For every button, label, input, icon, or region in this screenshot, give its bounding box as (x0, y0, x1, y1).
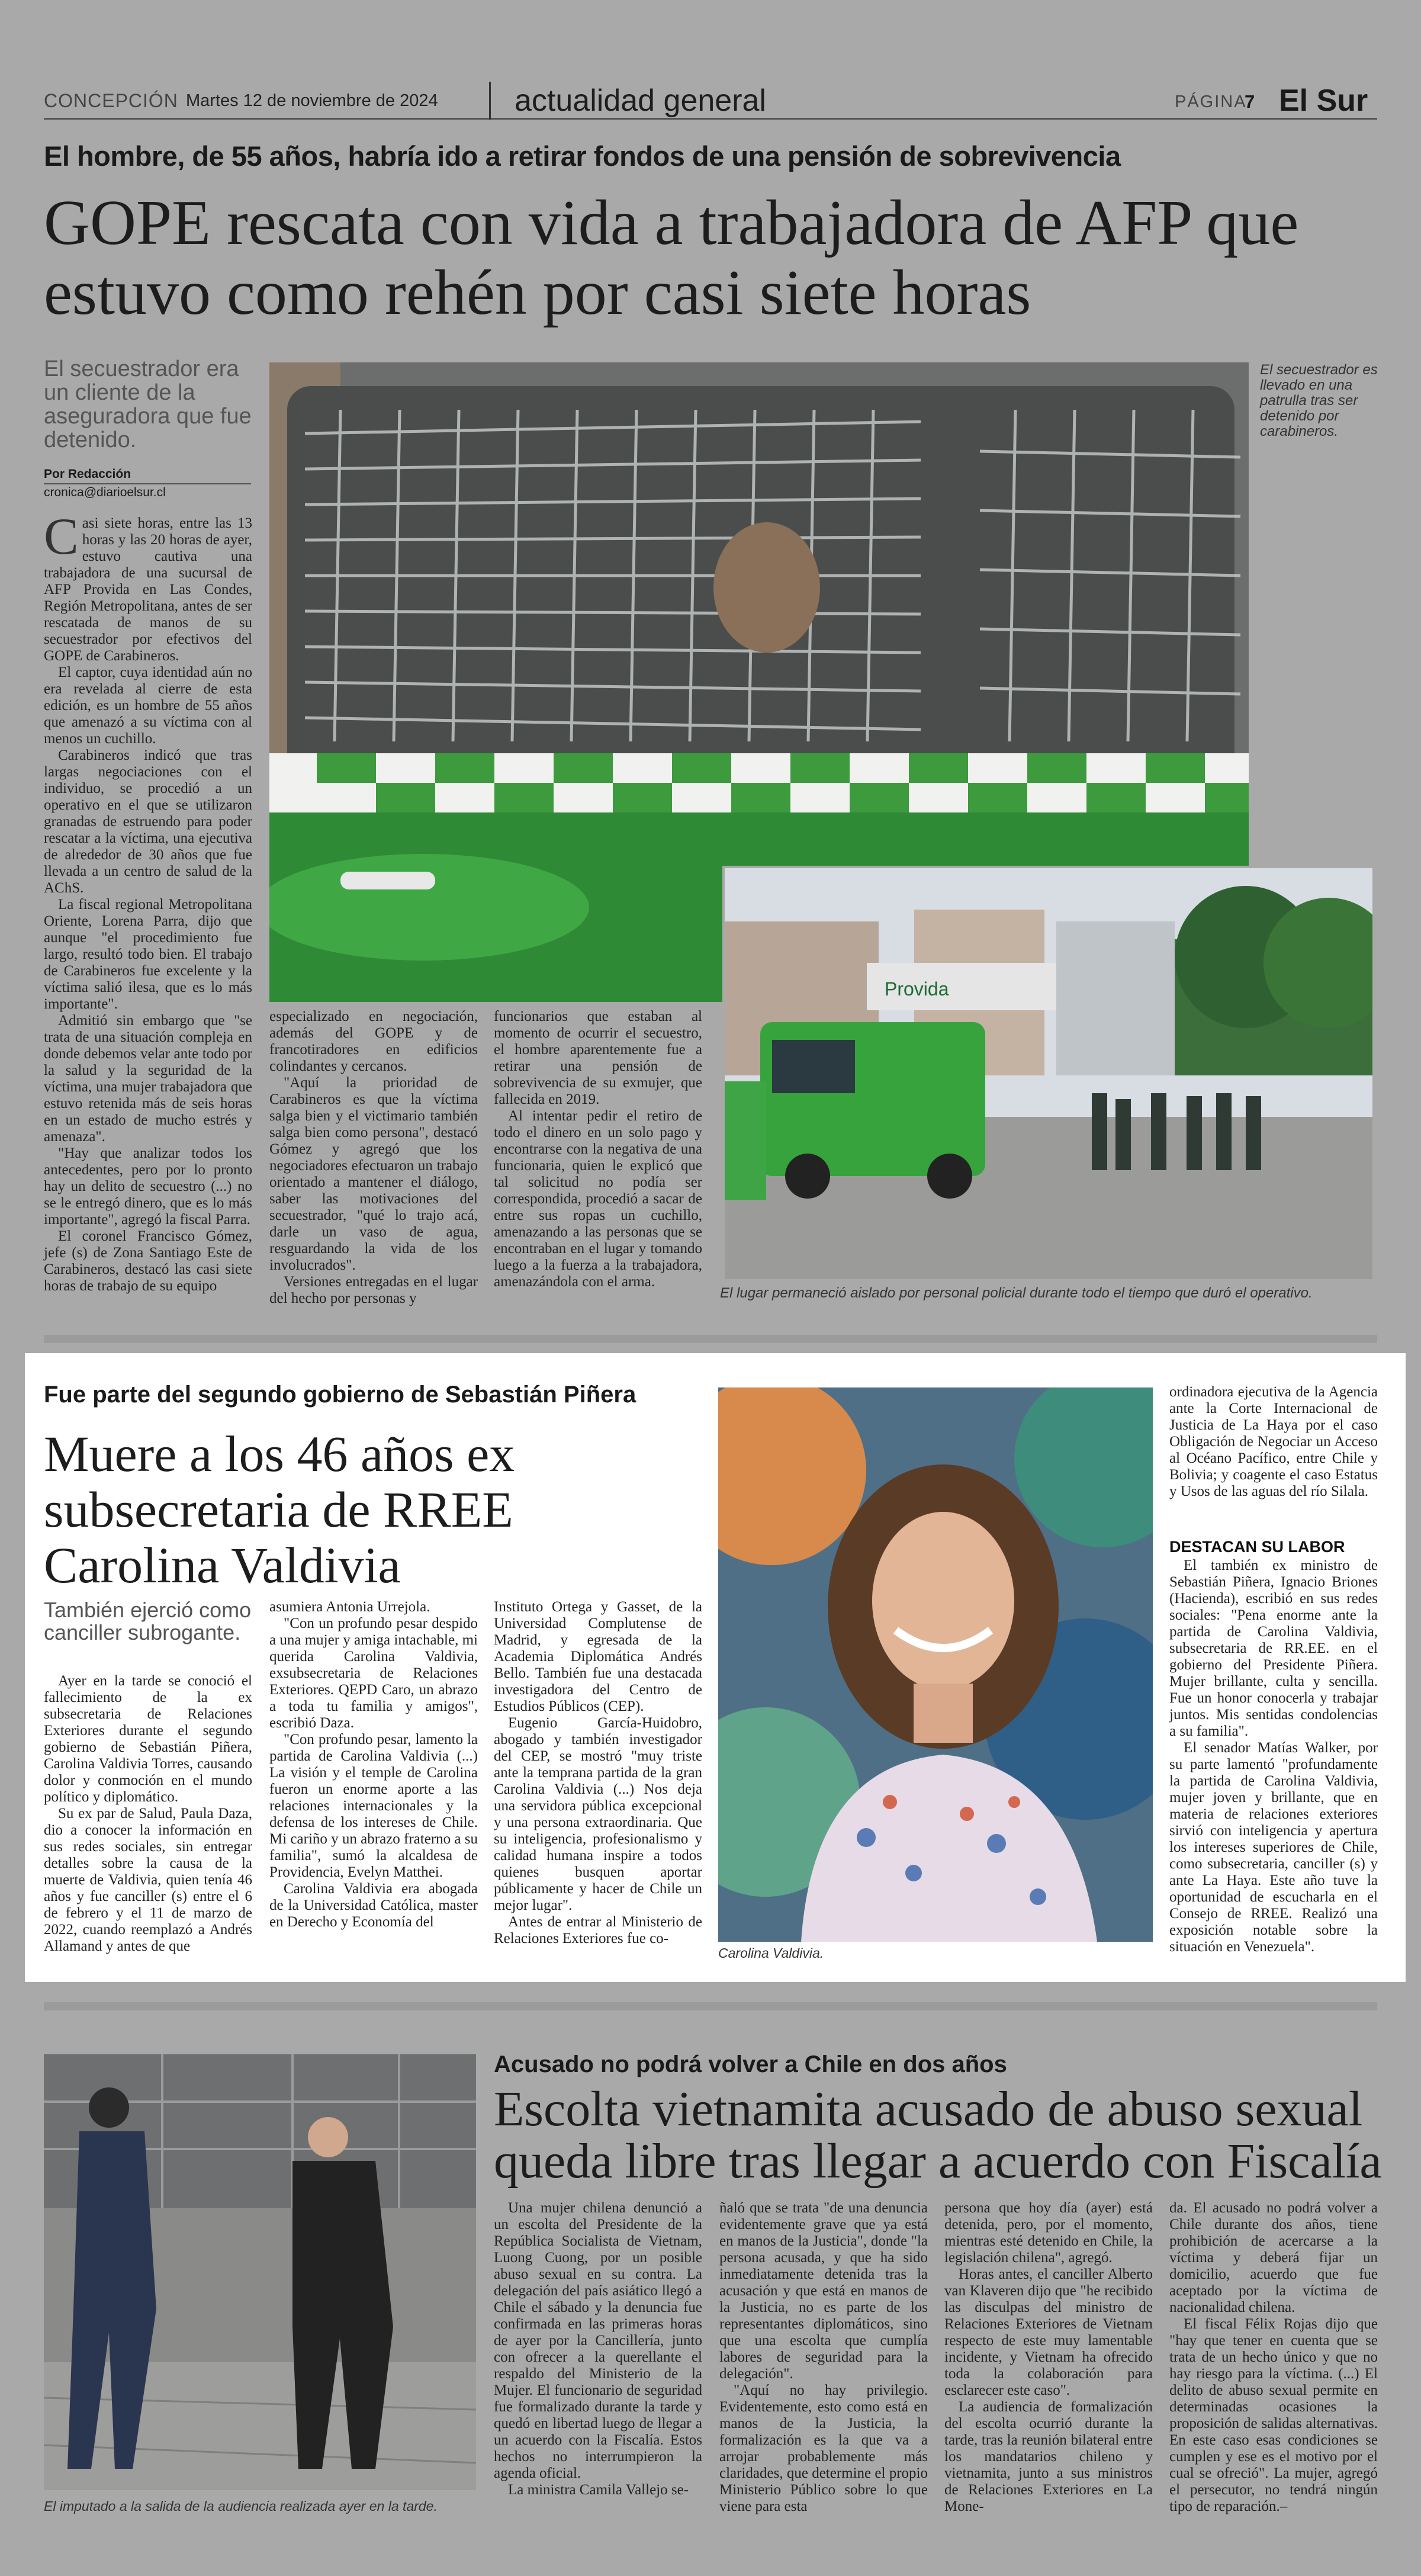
article2-column-1 (44, 1673, 252, 1955)
article2-column-4 (1169, 1384, 1378, 1500)
article2-column-3 (494, 1599, 702, 1947)
article2-subheading: DESTACAN SU LABOR (1169, 1538, 1345, 1556)
article2-headline: Muere a los 46 años ex subsecretaria de RREE Carolina Valdivia (44, 1425, 515, 1594)
article2-paragraph: Ayer en la tarde se conoció el fallecimiento de la ex subsecretaria de Relaciones Exteriores durante el segundo gobierno de Sebastián Piñera, Carolina Valdivia Torres, causando dolor y conmoción en el mundo político y diplomático. (44, 1673, 252, 1805)
article2-paragraph: Su ex par de Salud, Paula Daza, dio a conocer la información en sus redes sociales, sin entregar detalles sobre la causa de la muerte de Valdivia, quien tenía 46 años y fue canciller (s) entre el 6 de febrero y el 11 de marzo de 2022, cuando reemplazó a Andrés Allamand y antes de que (44, 1806, 252, 1954)
article1-paragraph: "Hay que analizar todos los antecedentes, pero por lo pronto hay un delito de secuestro (...) no se le entregó dinero, que es lo más importante", agregó la fiscal Parra. (44, 1145, 252, 1228)
article3-paragraph: Horas antes, el canciller Alberto van Klaveren dijo que "he recibido las disculpas del ministro de Relaciones Exteriores de Vietnam respecto de este muy lamentable incidente, y Vietnam ha ofrecido toda la colaboración para esclarecer este caso". (944, 2266, 1153, 2398)
article1-paragraph: El coronel Francisco Gómez, jefe (s) de Zona Santiago Este de Carabineros, destacó las casi siete horas de trabajo de su equipo (44, 1228, 252, 1294)
article2-paragraph: El también ex ministro de Sebastián Piñera, Ignacio Briones (Hacienda), escribió en sus redes sociales: "Pena enorme ante la partida de Carolina Valdivia, subsecretaria de RR.EE. en el gobierno del Presidente Piñera. Mujer brillante, culta y sencilla. Fue un honor conocerla y trabajar juntos. Mis sentidas condolencias a su familia". (1169, 1557, 1378, 1739)
article1-subhead: El secuestrador era un cliente de la aseguradora que fue detenido. (44, 356, 252, 452)
article3-paragraph: La audiencia de formalización del escolta ocurrió durante la tarde, tras la reunión bilateral entre los mandatarios chileno y vietnamita, junto a sus ministros de Relaciones Exteriores en La Mone- (944, 2399, 1153, 2514)
article1-column-3 (494, 1008, 702, 1290)
ambulance-scene-photo (722, 866, 1375, 1281)
article1-byline: Por Redacción (44, 467, 131, 481)
provida-sign: Provida (885, 978, 949, 1000)
article1-paragraph: asi siete horas, entre las 13 horas y las 20 horas de ayer, estuvo cautiva una trabajadora de una sucursal de AFP Provida en Las Condes, Región Metropolitana, antes de ser rescatada de manos de su secuestrador por efectivos del GOPE de Carabineros. (44, 515, 252, 664)
article3-column-4 (1169, 2200, 1378, 2515)
article1-paragraph: El captor, cuya identidad aún no era revelada al cierre de esta edición, es un hombre de 55 años que amenazó a su víctima con al menos un cuchillo. (44, 664, 252, 747)
escort-walking-photo (44, 2054, 476, 2490)
article3-paragraph: ñaló que se trata "de una denuncia evidentemente grave que ya está en manos de la Justicia", donde "la persona acusada, y que ha sido inmediatamente detenida tras la acusación y que está en manos de la Justicia, no es parte de los representantes diplomáticos, sino que una escolta que cumplía labores de seguridad para la delegación". (719, 2200, 928, 2382)
article3-paragraph: da. El acusado no podrá volver a Chile durante dos años, tiene prohibición de acercarse a la víctima y deberá fijar un domicilio, acuerdo que fue aceptado por la víctima de nacionalidad chilena. (1169, 2200, 1378, 2315)
page-header (44, 82, 1377, 120)
article1-column-1 (44, 508, 252, 1295)
article2-subhead: También ejerció como canciller subrogante. (44, 1598, 252, 1644)
article1-column-2 (269, 1008, 478, 1307)
article2-paragraph: ordinadora ejecutiva de la Agencia ante la Corte Internacional de Justicia de La Haya por el caso Obligación de Negociar un Acceso al Océano Pacífico, entre Chile y Bolivia; y coagente el caso Estatus y Usos de las aguas del río Silala. (1169, 1384, 1378, 1499)
article3-paragraph: El fiscal Félix Rojas dijo que "hay que tener en cuenta que se trata de un hecho único y que no hay riesgo para la víctima. (...) El delito de abuso sexual permite en determinadas ocasiones la proposición de salidas alternativas. En este caso esas condiciones se cumplen y ese es el motivo por el cual se ofreció". La mujer, agregó el persecutor, no tendrá ningún tipo de reparación.– (1169, 2316, 1378, 2514)
article1-paragraph: La fiscal regional Metropolitana Oriente, Lorena Parra, dijo que aunque "el procedimiento fue largo, resultó todo bien. El trabajo de Carabineros fue excelente y la víctima salió ilesa, que es lo más importante". (44, 897, 252, 1012)
photo1-caption: El secuestrador es llevado en una patrulla tras ser detenido por carabineros. (1260, 362, 1378, 439)
section-separator (44, 2002, 1377, 2010)
page-number: 7 (1245, 91, 1255, 112)
article2-paragraph: asumiera Antonia Urrejola. (269, 1599, 430, 1615)
article1-paragraph: Al intentar pedir el retiro de todo el dinero en un solo pago y encontrarse con la negativa de una funcionaria, quien le explicó que tal solicitud no podía ser correspondida, procedió a sacar de entre sus ropas un cuchillo, amenazando a las personas que se encontraban en el lugar y tomando luego a la fuerza a la trabajadora, amenazándola con el arma. (494, 1108, 702, 1290)
article1-kicker: El hombre, de 55 años, habría ido a retirar fondos de una pensión de sobrevivencia (44, 140, 1121, 172)
edition-city: CONCEPCIÓN (44, 90, 178, 111)
article3-kicker: Acusado no podrá volver a Chile en dos años (494, 2051, 1007, 2077)
article2-paragraph: "Con un profundo pesar despido a una mujer y amiga intachable, mi querida Carolina Valdivia, exsubsecretaria de Relaciones Exteriores. QEPD Caro, un abrazo a toda tu familia y amigos", escribió Daza. (269, 1615, 478, 1731)
drop-cap: C (44, 508, 79, 566)
article2-paragraph: "Con profundo pesar, lamento la partida de Carolina Valdivia (...) La visión y el temple de Carolina fueron un enorme aporte a las relaciones internacionales y la defensa de los intereses de Chile. Mi cariño y un abrazo fraterno a su familia", sumó la alcaldesa de Providencia, Evelyn Matthei. (269, 1732, 478, 1880)
article2-paragraph: Instituto Ortega y Gasset, de la Universidad Complutense de Madrid, y egresada de la Academia Diplomática Andrés Bello. También fue una destacada investigadora del Centro de Estudios Públicos (CEP). (494, 1599, 702, 1714)
article2-paragraph: El senador Matías Walker, por su parte lamentó "profundamente la partida de Carolina Valdivia, mujer joven y brillante, que en materia de relaciones exteriores sirvió con inteligencia y apertura los intereses superiores de Chile, como subsecretaria, canciller (s) y ante La Haya. Este año tuve la oportunidad de escucharla en el Consejo de RREE. Realizó una exposición notable sobre la situación en Venezuela". (1169, 1740, 1378, 1955)
article2-paragraph: Eugenio García-Huidobro, abogado y también investigador del CEP, se mostró "muy triste ante la temprana partida de la gran Carolina Valdivia (...) Nos deja una servidora pública excepcional y una persona extraordinaria. Que su inteligencia, profesionalismo y calidad humana inspire a todos quienes busquen aportar públicamente y hacer de Chile un mejor lugar". (494, 1715, 702, 1913)
article3-column-2 (719, 2200, 928, 2515)
article2-column-2 (269, 1599, 478, 1931)
article2-paragraph: Antes de entrar al Ministerio de Relaciones Exteriores fue co- (494, 1914, 702, 1947)
section-title: actualidad general (515, 83, 766, 118)
article1-paragraph: Versiones entregadas en el lugar del hecho por personas y (269, 1274, 478, 1306)
article1-email: cronica@diarioelsur.cl (44, 486, 166, 499)
article1-paragraph: especializado en negociación, además del GOPE y de francotiradores en edificios colindantes y cercanos. (269, 1008, 478, 1074)
article3-column-1 (494, 2200, 702, 2498)
article3-column-3 (944, 2200, 1153, 2515)
article3-paragraph: La ministra Camila Vallejo se- (508, 2482, 689, 2498)
article2-paragraph: Carolina Valdivia era abogada de la Universidad Católica, master en Derecho y Economía del (269, 1881, 478, 1930)
edition-date: Martes 12 de noviembre de 2024 (186, 91, 438, 110)
article1-paragraph: "Aquí la prioridad de Carabineros es que la víctima salga bien y el victimario también salga bien como persona", destacó Gómez y agregó que los negociadores efectuaron un trabajo orientado a mantener el diálogo, saber las motivaciones del secuestrador, "qué lo trajo acá, darle un vaso de agua, resguardando la vida de los involucrados". (269, 1075, 478, 1273)
portrait-caption: Carolina Valdivia. (718, 1945, 824, 1961)
section-separator (44, 1335, 1377, 1343)
article1-paragraph: funcionarios que estaban al momento de ocurrir el secuestro, el hombre aparentemente fue a retirar una pensión de sobrevivencia de su exmujer, que fallecida en 2019. (494, 1008, 702, 1107)
photo2-caption: El lugar permaneció aislado por personal policial durante todo el tiempo que duró el operativo. (720, 1285, 1313, 1301)
article3-headline: Escolta vietnamita acusado de abuso sexual queda libre tras llegar a acuerdo con Fiscalía (494, 2082, 1382, 2189)
byline-rule (44, 483, 251, 484)
article1-paragraph: Admitió sin embargo que "se trata de una situación compleja en donde debemos velar ante todo por la salud y la seguridad de la víctima, una mujer trabajadora que estuvo retenida más de seis horas en un estado de mucho estrés y amenaza". (44, 1013, 252, 1145)
escort-photo-caption: El imputado a la salida de la audiencia realizada ayer en la tarde. (44, 2498, 438, 2514)
portrait-photo (718, 1387, 1153, 1942)
article1-paragraph: Carabineros indicó que tras largas negociaciones con el individuo, se procedió a un operativo en el que se utilizaron granadas de estruendo para poder rescatar a la víctima, una ejecutiva de alrededor de 30 años que fue llevada a un centro de salud de la AChS. (44, 747, 252, 896)
article1-headline: GOPE rescata con vida a trabajadora de AFP que estuvo como rehén por casi siete horas (44, 188, 1299, 328)
article3-paragraph: "Aquí no hay privilegio. Evidentemente, esto como está en manos de la Justicia, la formalización es la que va a arrojar probablemente más claridades, que determine el propio Ministerio Público sobre lo que viene para esta (719, 2382, 928, 2514)
page-label: PÁGINA (1175, 92, 1247, 111)
article3-paragraph: Una mujer chilena denunció a un escolta del Presidente de la República Socialista de Vietnam, Luong Cuong, por un posible abuso sexual en su contra. La delegación del país asiático llegó a Chile el sábado y la denuncia fue confirmada en las primeras horas de ayer por la Cancillería, junto con ofrecer a la querellante el respaldo del Ministerio de la Mujer. El funcionario de seguridad fue formalizado durante la tarde y quedó en libertad luego de llegar a un acuerdo con la Fiscalía. Estos hechos no interrumpieron la agenda oficial. (494, 2200, 702, 2481)
newspaper-logo: El Sur (1279, 83, 1368, 118)
article2-column-4-continued (1169, 1557, 1378, 1955)
header-divider (489, 82, 491, 120)
article2-kicker: Fue parte del segundo gobierno de Sebastián Piñera (44, 1382, 636, 1408)
article3-paragraph: persona que hoy día (ayer) está detenida, pero, por el momento, mientras esté detenido en Chile, la legislación chilena", agregó. (944, 2200, 1153, 2266)
